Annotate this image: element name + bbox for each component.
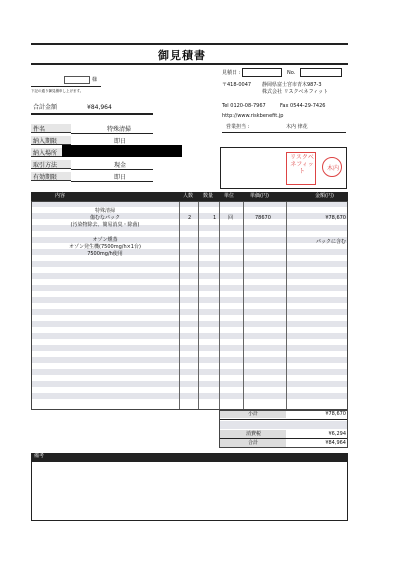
sales-rep-underline [222, 132, 346, 133]
customer-underline [31, 86, 101, 87]
title-bottom-rule [31, 63, 348, 65]
item1-price: 78670 [255, 215, 271, 221]
field-rule-subject [71, 133, 153, 134]
col-header-unit-price: 単価(円) [250, 193, 269, 199]
sales-rep-name: 木内 律花 [286, 124, 308, 130]
sales-rep-label: 営業担当 : [226, 124, 250, 130]
subtotal-value: ¥78,670 [325, 411, 346, 417]
field-label-deadline: 納入期限 [33, 138, 58, 145]
item2-amount-note: パックに含む [315, 239, 346, 245]
customer-name-box [64, 76, 90, 84]
company-seal-text: リスクベネフィット [290, 154, 314, 175]
tax-value: ¥6,294 [328, 431, 346, 437]
remarks-box[interactable] [31, 461, 348, 521]
personal-seal-text: 木内 [326, 165, 339, 172]
field-value-deadline: 即日 [114, 138, 127, 145]
col-header-amount: 金額(円) [315, 193, 334, 199]
quote-date-box [242, 68, 282, 77]
col-header-description: 内容 [55, 193, 66, 199]
total-amount-value: ¥84,964 [87, 104, 112, 111]
col-header-unit: 単位 [224, 193, 235, 199]
title-top-rule [31, 43, 348, 45]
field-value-subject: 特殊清掃 [107, 126, 132, 133]
company-seal [286, 152, 316, 185]
item1-unit: 回 [228, 215, 234, 221]
customer-suffix: 様 [92, 77, 98, 83]
item1-persons: 2 [188, 215, 192, 221]
item2-line1: オゾン燻蒸 [92, 237, 118, 243]
personal-seal [322, 157, 342, 177]
items-table-border [31, 201, 348, 410]
item1-line1: 特殊清掃 [94, 208, 115, 214]
total-amount-label: 合計金額 [33, 104, 58, 111]
issuer-company: 株式会社 リスクベネフィット [262, 89, 329, 95]
field-label-subject: 件名 [33, 126, 46, 133]
item1-qty: 1 [213, 215, 217, 221]
field-rule-payment [71, 169, 153, 170]
item1-amount: ¥78,670 [325, 215, 346, 221]
remarks-header [31, 453, 348, 461]
col-header-qty: 数量 [203, 193, 214, 199]
quote-no-box [300, 68, 342, 77]
grand-total-value: ¥84,964 [325, 440, 346, 446]
col-header-persons: 人数 [183, 193, 194, 199]
redacted-location [62, 145, 182, 157]
field-label-validity: 有効期限 [33, 174, 58, 181]
item1-line2: 傷むなパック [89, 215, 120, 221]
tax-label: 消費税 [246, 431, 262, 437]
issuer-address: 静岡県富士宮市青木987-3 [262, 82, 322, 88]
document-title: 御見積書 [158, 49, 206, 62]
summary-border [219, 410, 348, 448]
grand-total-label: 合計 [248, 440, 259, 446]
customer-note: 下記の通り御見積申し上げます。 [31, 89, 84, 93]
issuer-fax: Fax 0544-29-7426 [280, 103, 326, 109]
field-rule-validity [71, 181, 153, 182]
field-label-location: 納入場所 [33, 150, 58, 157]
item1-line3: (汚染物除去、簡易消臭・除菌) [70, 222, 140, 228]
subtotal-label: 小計 [248, 411, 259, 417]
quote-date-label: 見積日 : [222, 70, 241, 76]
total-amount-underline [31, 113, 153, 115]
field-value-payment: 現金 [114, 162, 127, 169]
issuer-postal: 〒418-0047 [222, 82, 252, 88]
field-label-payment: 取引方法 [33, 162, 58, 169]
quote-no-label: No. [287, 70, 296, 76]
issuer-tel: Tel 0120-08-7967 [222, 103, 266, 109]
item2-line3: 7500mg/h使用 [87, 251, 123, 257]
issuer-url[interactable]: http://www.riskbenefit.jp [222, 113, 284, 119]
field-value-validity: 即日 [114, 174, 127, 181]
remarks-label: 備考 [34, 453, 45, 459]
item2-line2: オゾン発生機(7500mg/h×1台) [69, 244, 141, 250]
